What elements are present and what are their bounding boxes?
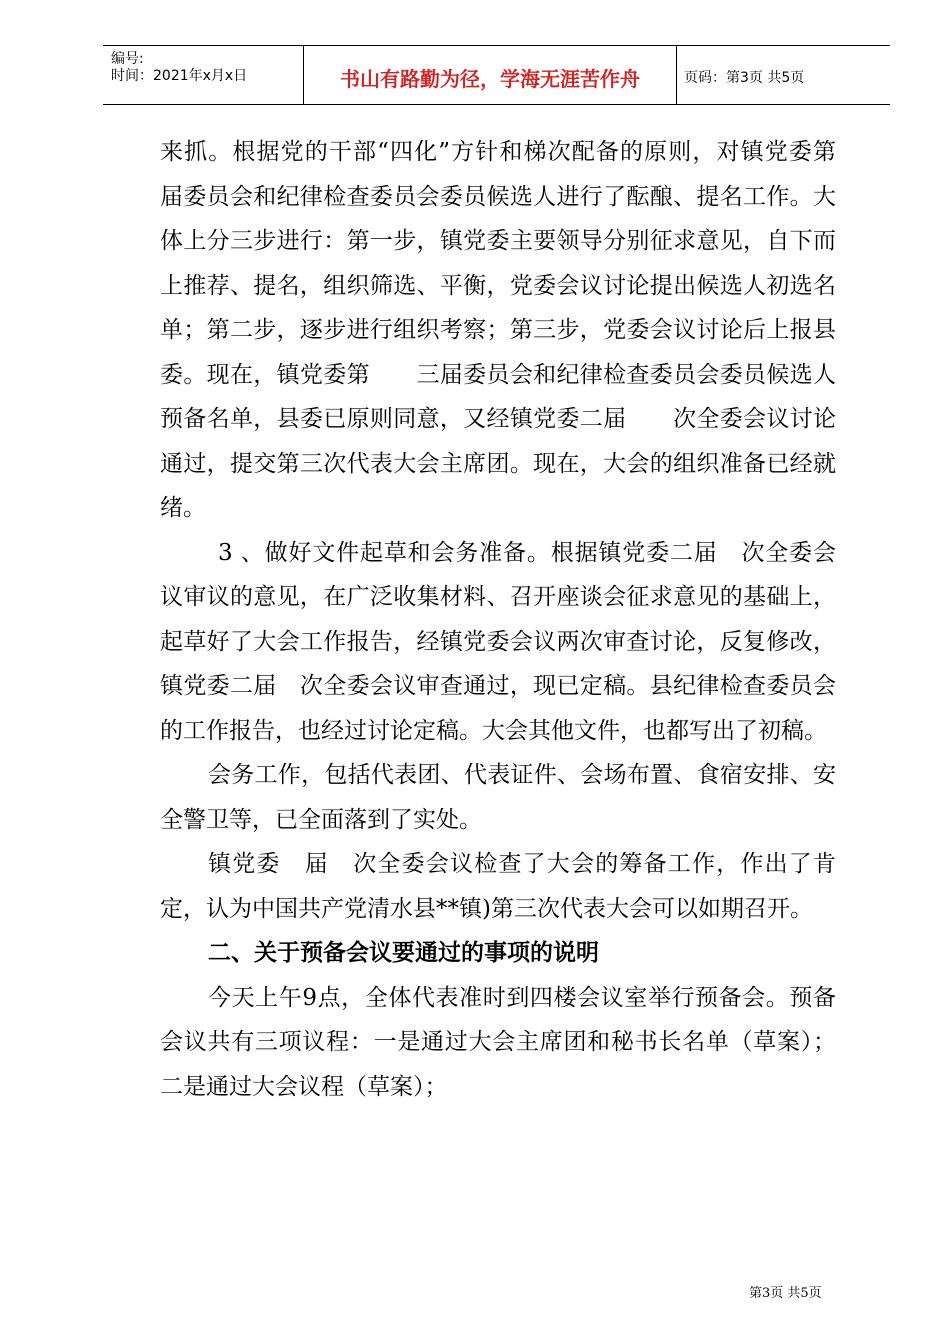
header-time-label: 时间：2021年x月x日 [111, 68, 248, 84]
body-paragraph-4: 镇党委 届 次全委会议检查了大会的筹备工作，作出了肯定，认为中国共产党清水县**镇)第三次代表大会可以如期召开。 [160, 851, 836, 922]
body-paragraph-3: 会务工作，包括代表团、代表证件、会场布置、食宿安排、安全警卫等，已全面落到了实处。 [160, 762, 836, 833]
body-paragraph-5: 今天上午9点，全体代表准时到四楼会议室举行预备会。预备会议共有三项议程：一是通过大会主席团和秘书长名单（草案）；二是通过大会议程（草案）； [160, 984, 836, 1100]
header-number-label: 编号: [111, 51, 144, 67]
header-page-label: 页码：第3页 共5页 [684, 70, 805, 86]
header-motto: 书山有路勤为径，学海无涯苦作舟 [304, 46, 677, 104]
page-footer: 第3页 共5页 [749, 1286, 822, 1301]
body-paragraph-2: 3 、做好文件起草和会务准备。根据镇党委二届 次全委会议审议的意见，在广泛收集材料、召开座谈会征求意见的基础上，起草好了大会工作报告，经镇党委会议两次审查讨论，反复修改，镇党委二届 次全委会议审查通过，现已定稿。县纪律检查委员会的工作报告，也经过讨论定稿。大会其他文件，也都写出了初稿。 [160, 539, 836, 744]
body-paragraph-1: 来抓。根据党的干部“四化”方针和梯次配备的原则，对镇党委第 届委员会和纪律检查委员会委员候选人进行了酝酿、提名工作。大体上分三步进行：第一步，镇党委主要领导分别征求意见，自下而上推荐、提名，组织筛选、平衡，党委会议讨论提出候选人初选名单；第二步，逐步进行组织考察；第三步，党委会议讨论后上报县委。现在，镇党委第 三届委员会和纪律检查委员会委员候选人预备名单，县委已原则同意，又经镇党委二届 次全委会议讨论通过，提交第三次代表大会主席团。现在，大会的组织准备已经就绪。 [160, 139, 859, 521]
header-meta-cell [103, 46, 304, 104]
section-heading-2: 二、关于预备会议要通过的事项的说明 [208, 940, 599, 966]
document-header [103, 45, 890, 105]
document-body [160, 130, 859, 1109]
